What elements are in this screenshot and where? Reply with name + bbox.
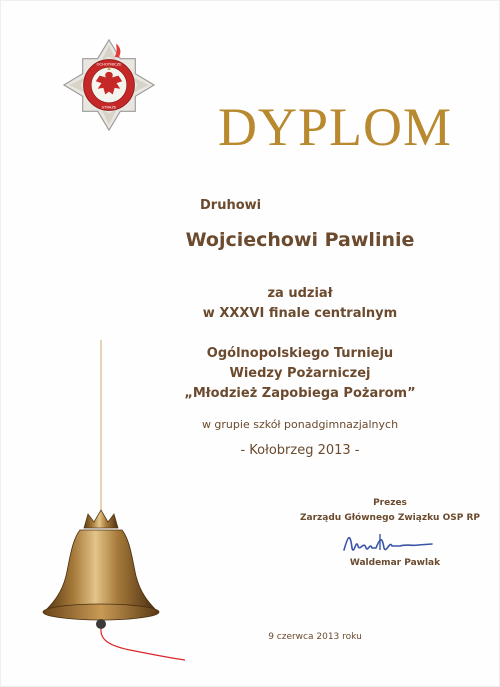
signatory-name: Waldemar Pawlak [349,558,441,568]
issue-date: 9 czerwca 2013 roku [268,632,362,642]
recipient-name: Wojciechowi Pawlinie [185,229,415,251]
fire-brigade-emblem-icon [62,38,156,132]
salutation: Druhowi [200,198,262,213]
svg-text:OCHOTNICZE: OCHOTNICZE [96,62,122,67]
tournament-name-line3: „Młodzież Zapobiega Pożarom” [184,386,416,401]
handwritten-signature [340,528,440,560]
signatory-organization: Zarządu Głównego Związku OSP RP [300,513,480,523]
svg-text:STRAŻE: STRAŻE [101,105,117,110]
bell-icon [40,340,185,685]
diploma-title: DYPLOM [217,97,453,157]
award-reason-line1: za udział [267,286,333,301]
award-reason-line2: w XXXVI finale centralnym [202,306,398,321]
tournament-name-line1: Ogólnopolskiego Turnieju [206,346,394,361]
signatory-title: Prezes [373,498,407,508]
school-group: w grupie szkół ponadgimnazjalnych [201,418,399,431]
tournament-name-line2: Wiedzy Pożarniczej [229,366,371,381]
event-place: - Kołobrzeg 2013 - [240,443,360,458]
